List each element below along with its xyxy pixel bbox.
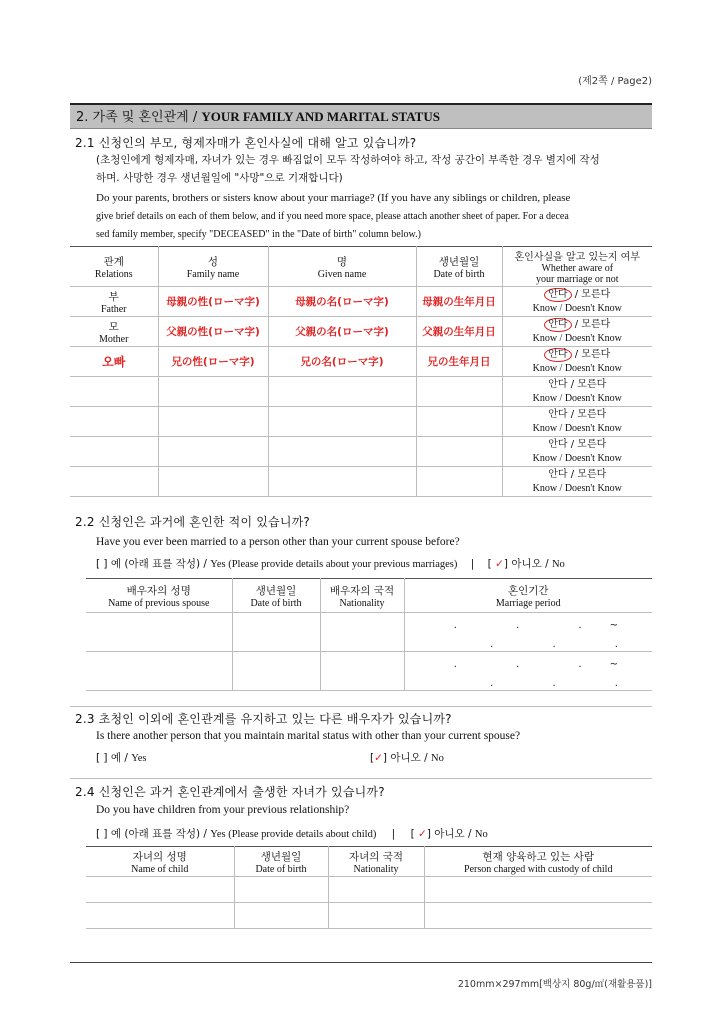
aware-cell[interactable]: 안다 / 모른다 Know / Doesn't Know xyxy=(502,317,652,347)
table-row xyxy=(86,877,652,903)
family-table-header xyxy=(70,247,652,287)
header-spouse-nationality: 배우자의 국적 Nationality xyxy=(320,579,404,613)
marriage-period-cell[interactable]: . . .~ . . . xyxy=(404,652,652,691)
q24-title: 2.4 신청인은 과거 혼인관계에서 출생한 자녀가 있습니까? xyxy=(75,785,385,799)
header-given-name: 명 Given name xyxy=(268,247,416,287)
divider xyxy=(70,778,652,779)
q22-yes-checkbox[interactable]: [ ] 예 (아래 표를 작성) / xyxy=(96,558,211,570)
header-spouse-dob: 생년월일 Date of birth xyxy=(232,579,320,613)
q22-options: [ ] 예 (아래 표를 작성) / Yes (Please provide details about your previous marriages) | [ ✓] 아니오 / No xyxy=(96,558,565,570)
relation-en: Father xyxy=(100,303,127,315)
relation-ko: 부 xyxy=(108,290,119,303)
marriage-period-cell[interactable]: . . .~ . . . xyxy=(404,613,652,652)
header-marriage-period: 혼인기간 Marriage period xyxy=(404,579,652,613)
aware-cell[interactable]: 안다 / 모른다 Know / Doesn't Know xyxy=(502,377,652,407)
table-row xyxy=(70,407,652,437)
given-name-cell[interactable]: 父親の名(ローマ字) xyxy=(268,317,416,347)
q23-no-checkbox[interactable]: [✓] 아니오 / No xyxy=(370,752,444,764)
section-title-ko: 2. 가족 및 혼인관계 / xyxy=(76,110,202,125)
family-name-cell[interactable]: 母親の性(ローマ字) xyxy=(158,287,268,317)
table-row xyxy=(70,287,652,317)
dob-cell[interactable]: 兄の生年月日 xyxy=(416,347,502,377)
page-label: (제2쪽 / Page2) xyxy=(578,76,652,87)
know-option-circled[interactable]: 안다 xyxy=(544,348,571,362)
table-row xyxy=(86,613,652,652)
q22-no-checkbox[interactable]: [ ✓] 아니오 / xyxy=(487,558,552,570)
family-table xyxy=(70,246,652,497)
q21-title: 2.1 신청인의 부모, 형제자매가 혼인사실에 대해 알고 있습니까? xyxy=(75,136,417,150)
q21-note-ko-2: 하며. 사망한 경우 생년월일에 "사망"으로 기재합니다) xyxy=(96,172,343,184)
previous-spouse-table xyxy=(86,578,652,691)
aware-cell[interactable]: 안다 / 모른다 Know / Doesn't Know xyxy=(502,437,652,467)
q21-en-2: give brief details on each of them below, and if you need more space, please attach another sheet of paper. For a decea xyxy=(96,211,569,222)
given-name-cell[interactable]: 母親の名(ローマ字) xyxy=(268,287,416,317)
header-custody: 현재 양육하고 있는 사람 Person charged with custody of child xyxy=(424,847,652,877)
children-table xyxy=(86,846,652,929)
aware-cell[interactable]: 안다 / 모른다 Know / Doesn't Know xyxy=(502,347,652,377)
check-icon: ✓ xyxy=(495,558,504,570)
header-family-name: 성 Family name xyxy=(158,247,268,287)
table-row xyxy=(70,347,652,377)
family-name-cell[interactable]: 父親の性(ローマ字) xyxy=(158,317,268,347)
header-child-nationality: 자녀의 국적 Nationality xyxy=(328,847,424,877)
dob-cell[interactable]: 父親の生年月日 xyxy=(416,317,502,347)
dob-cell[interactable]: 母親の生年月日 xyxy=(416,287,502,317)
q23-en: Is there another person that you maintain marital status with other than your current spouse? xyxy=(96,730,521,742)
table-row xyxy=(70,317,652,347)
check-icon: ✓ xyxy=(418,828,427,840)
relation-en: Mother xyxy=(99,333,129,345)
section-title-en: YOUR FAMILY AND MARITAL STATUS xyxy=(201,109,440,124)
relation-ko: 오빠 xyxy=(102,355,126,369)
given-name-cell[interactable]: 兄の名(ローマ字) xyxy=(268,347,416,377)
know-option-circled[interactable]: 안다 xyxy=(544,318,571,332)
notknow-option[interactable]: 모른다 xyxy=(581,318,611,330)
q24-yes-checkbox[interactable]: [ ] 예 (아래 표를 작성) / xyxy=(96,828,211,840)
q23-yes-checkbox[interactable]: [ ] 예 / Yes xyxy=(96,752,147,764)
table-row xyxy=(70,467,652,497)
q24-no-checkbox[interactable]: [ ✓] 아니오 / xyxy=(410,828,475,840)
q24-options: [ ] 예 (아래 표를 작성) / Yes (Please provide details about child) | [ ✓] 아니오 / No xyxy=(96,828,488,840)
q22-title: 2.2 신청인은 과거에 혼인한 적이 있습니까? xyxy=(75,515,310,529)
q23-title: 2.3 초청인 이외에 혼인관계를 유지하고 있는 다른 배우자가 있습니까? xyxy=(75,712,452,726)
q21-en-1: Do your parents, brothers or sisters know about your marriage? (If you have any siblings or children, please xyxy=(96,192,571,204)
header-spouse-name: 배우자의 성명 Name of previous spouse xyxy=(108,584,210,609)
know-option-circled[interactable]: 안다 xyxy=(544,288,571,302)
header-child-dob: 생년월일 Date of birth xyxy=(234,847,328,877)
table-row xyxy=(70,437,652,467)
section-header xyxy=(70,103,652,129)
paper-spec: 210mm×297mm[백상지 80g/㎡(재활용품)] xyxy=(457,979,652,990)
notknow-option[interactable]: 모른다 xyxy=(581,288,611,300)
header-relations: 관계 Relations xyxy=(94,255,133,280)
notknow-option[interactable]: 모른다 xyxy=(581,348,611,360)
q24-en: Do you have children from your previous relationship? xyxy=(96,804,350,816)
header-child-name: 자녀의 성명 Name of child xyxy=(131,850,189,875)
relation-ko: 모 xyxy=(108,320,119,333)
header-aware: 혼인사실을 알고 있는지 여부 Whether aware of your marriage or not xyxy=(502,247,652,287)
aware-cell[interactable]: 안다 / 모른다 Know / Doesn't Know xyxy=(502,407,652,437)
family-name-cell[interactable]: 兄の性(ローマ字) xyxy=(158,347,268,377)
aware-cell[interactable]: 안다 / 모른다 Know / Doesn't Know xyxy=(502,287,652,317)
table-row xyxy=(86,903,652,929)
table-row xyxy=(70,377,652,407)
header-date-of-birth: 생년월일 Date of birth xyxy=(416,247,502,287)
check-icon: ✓ xyxy=(374,752,383,764)
footer-divider xyxy=(70,962,652,963)
q21-note-ko-1: (초청인에게 형제자매, 자녀가 있는 경우 빠짐없이 모두 작성하여야 하고, 작성 공간이 부족한 경우 별지에 작성 xyxy=(96,154,600,166)
q22-en: Have you ever been married to a person other than your current spouse before? xyxy=(96,536,460,548)
table-row xyxy=(86,652,652,691)
q21-en-3: sed family member, specify "DECEASED" in the "Date of birth" column below.) xyxy=(96,229,421,240)
divider xyxy=(70,706,652,707)
aware-cell[interactable]: 안다 / 모른다 Know / Doesn't Know xyxy=(502,467,652,497)
